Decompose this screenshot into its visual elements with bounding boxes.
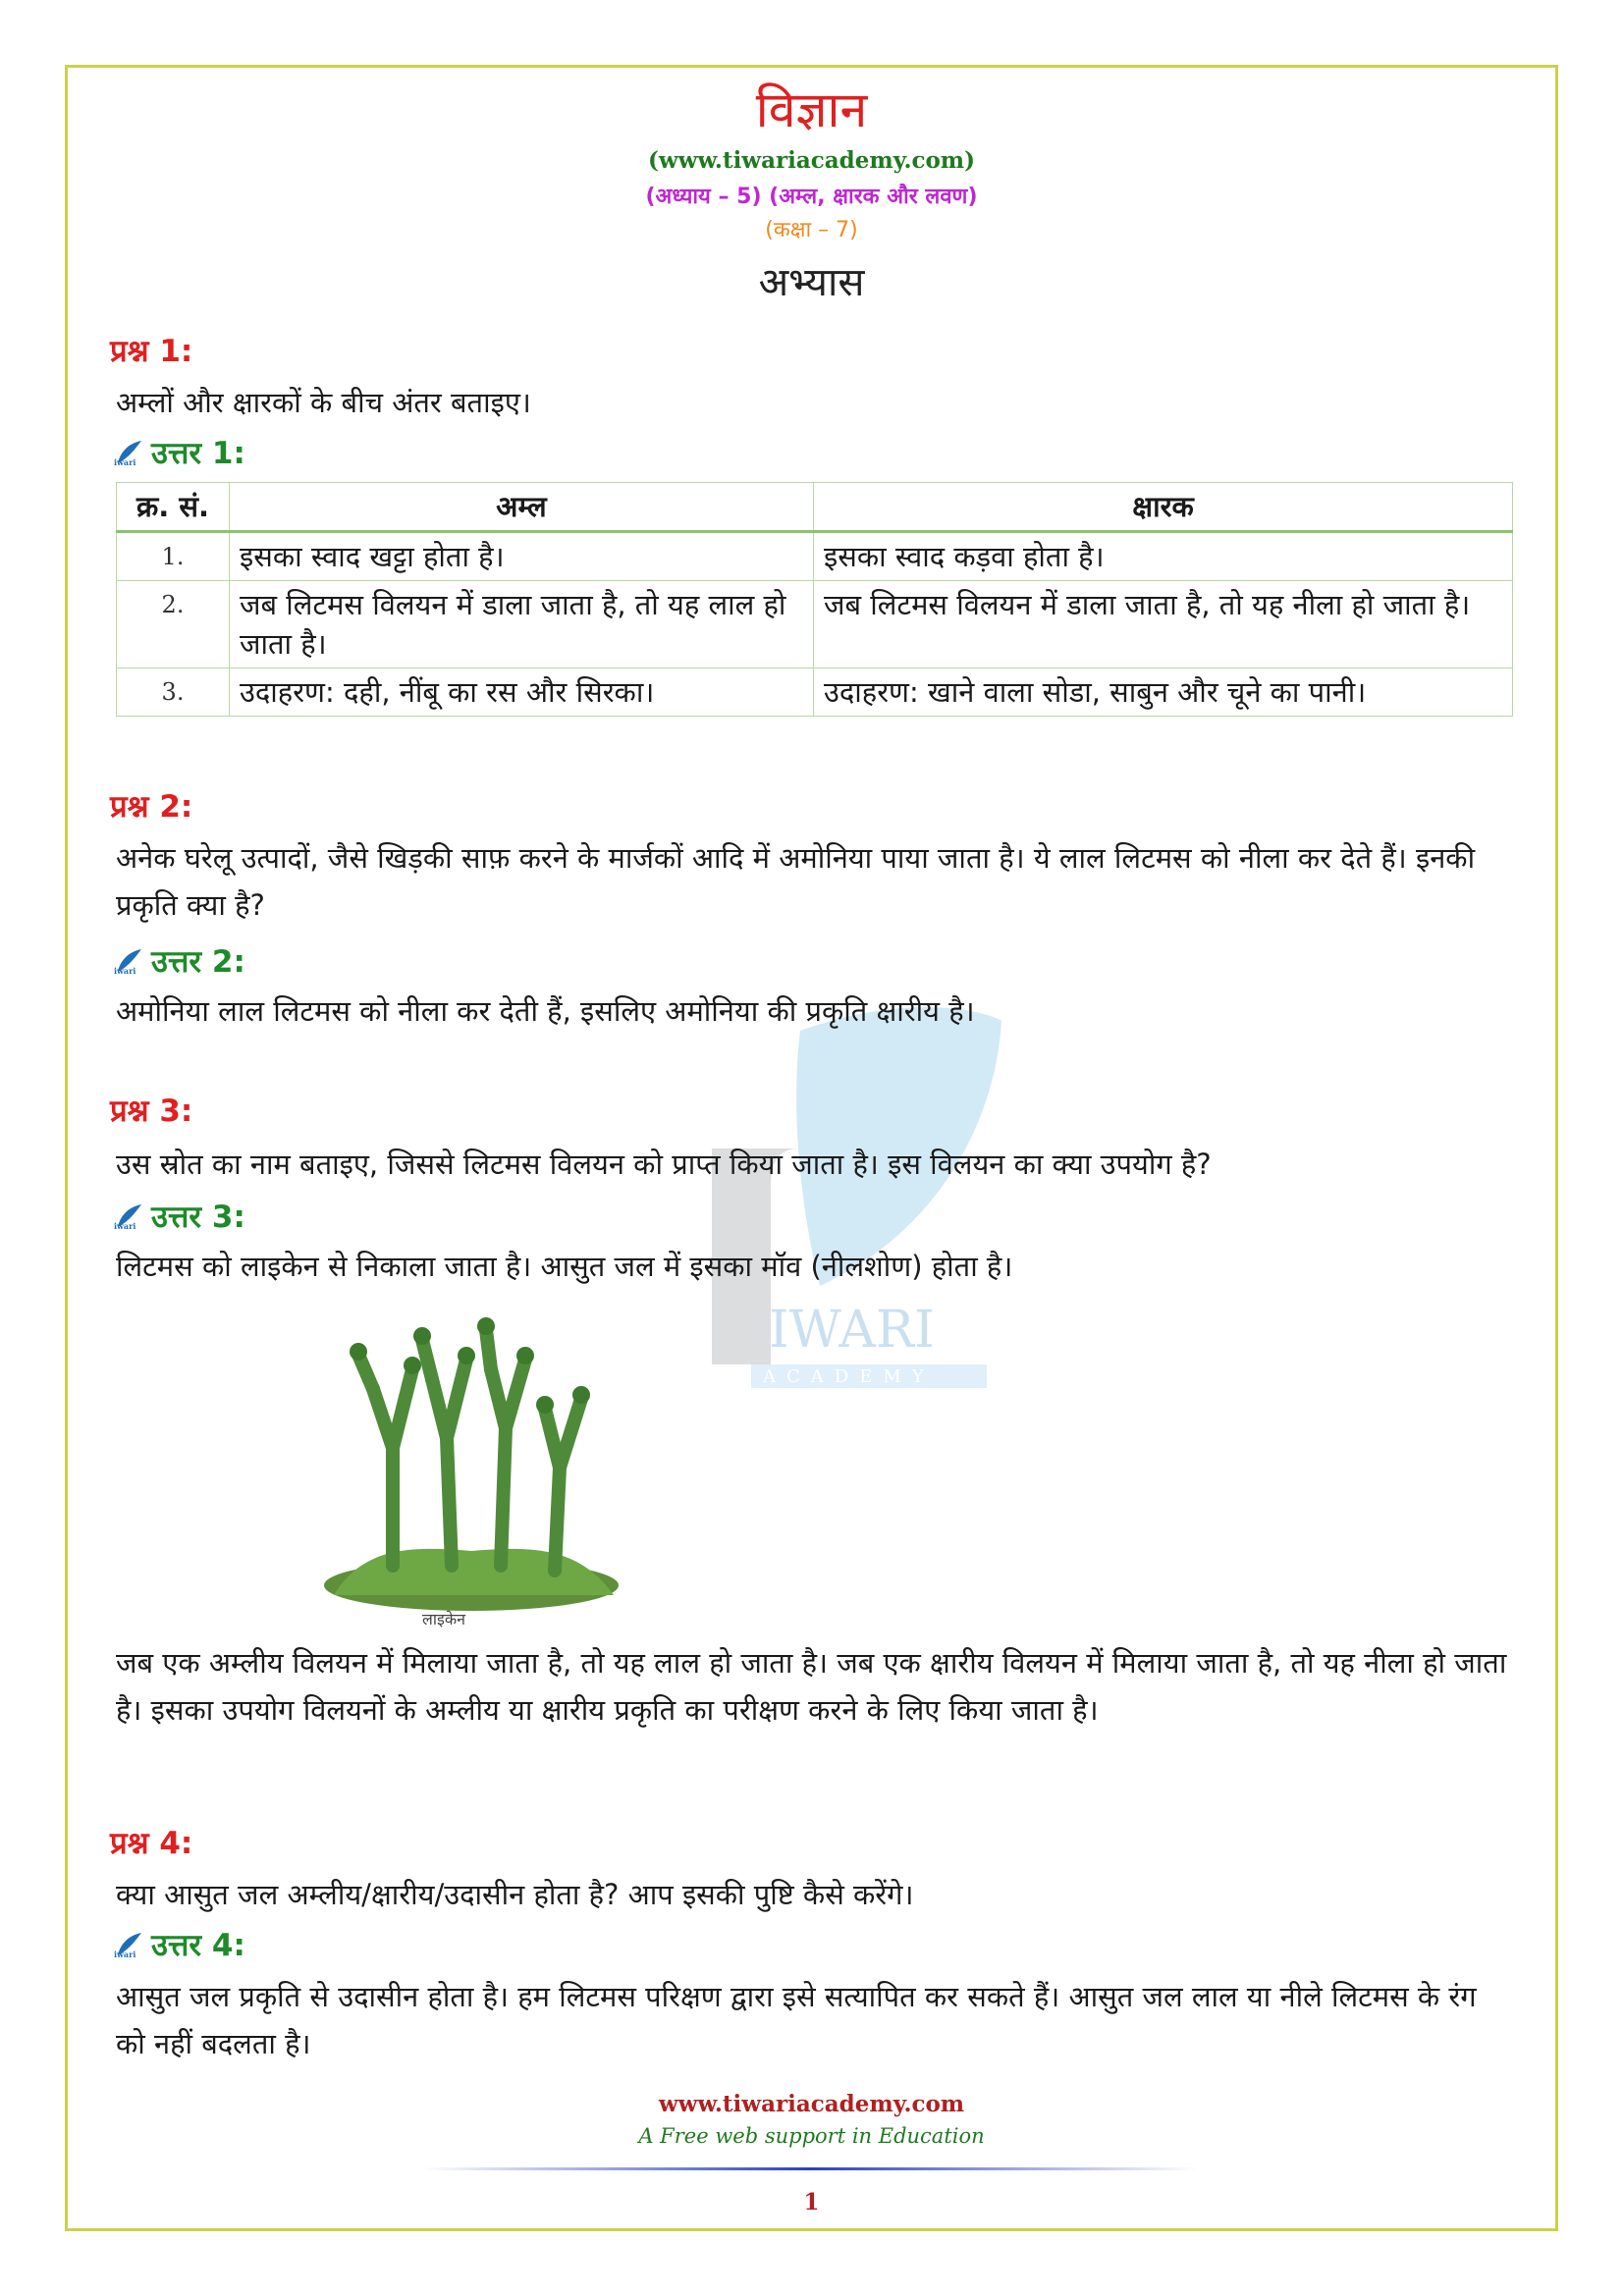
watermark-sub: ACADEMY (763, 1366, 935, 1387)
chapter-title: (अध्याय – 5) (अम्ल, क्षारक और लवण) (645, 185, 978, 209)
quill-icon (114, 947, 143, 975)
question-2-text: अनेक घरेलू उत्पादों, जैसे खिड़की साफ़ करने के मार्जकों आदि में अमोनिया पाया जाता है। ये लाल लिटमस को नीला कर देते हैं। इनकी प्रकृति क्या है? (116, 841, 1476, 922)
lichen-image (324, 1301, 619, 1615)
header-site: (www.tiwariacademy.com) (647, 147, 976, 174)
footer-site-link[interactable]: www.tiwariacademy.com (658, 2091, 965, 2117)
question-3-label: प्रश्न 3: (110, 1094, 193, 1129)
class-label: (कक्षा – 7) (765, 218, 858, 242)
table-cell: इसका स्वाद कड़वा होता है। (814, 532, 1513, 581)
tiwari-leaf-watermark (653, 991, 1006, 1404)
section-title: अभ्यास (758, 260, 865, 305)
quill-icon (114, 1931, 143, 1958)
table-row (117, 581, 1513, 668)
watermark-letters: IWARI (769, 1301, 935, 1360)
answer-3-label: उत्तर 3: (151, 1200, 245, 1235)
table-header: क्षारक (814, 483, 1513, 532)
question-1-text: अम्लों और क्षारकों के बीच अंतर बताइए। (116, 386, 531, 419)
question-4-text: क्या आसुत जल अम्लीय/क्षारीय/उदासीन होता है? आप इसकी पुष्टि कैसे करेंगे। (116, 1878, 914, 1911)
answer-3-text-2: जब एक अम्लीय विलयन में मिलाया जाता है, तो यह लाल हो जाता है। जब एक क्षारीय विलयन में मिलाया जाता है, तो यह नीला हो जाता है। इसका उपयोग विलयनों के अम्लीय या क्षारीय प्रकृति का परीक्षण करने के लिए किया जाता है। (116, 1646, 1507, 1727)
table-cell: उदाहरण: खाने वाला सोडा, साबुन और चूने का पानी। (814, 668, 1513, 717)
answer-2-label-wrap (114, 940, 245, 982)
table-cell: जब लिटमस विलयन में डाला जाता है, तो यह नीला हो जाता है। (814, 581, 1513, 668)
footer-divider (422, 2167, 1198, 2170)
answer-4-text: आसुत जल प्रकृति से उदासीन होता है। हम लिटमस परिक्षण द्वारा इसे सत्यापित कर सकते हैं। आसुत जल लाल या नीले लिटमस के रंग को नहीं बदलता है। (116, 1980, 1477, 2060)
svg-text:iwari: iwari (114, 1221, 136, 1230)
answer-1-table (116, 482, 1513, 717)
table-row (117, 668, 1513, 717)
table-cell: 2. (117, 581, 230, 668)
table-cell: इसका स्वाद खट्टा होता है। (230, 532, 814, 581)
table-cell: जब लिटमस विलयन में डाला जाता है, तो यह लाल हो जाता है। (230, 581, 814, 668)
question-2-label: प्रश्न 2: (110, 789, 193, 825)
answer-4-label-wrap (114, 1924, 245, 1965)
question-1-label: प्रश्न 1: (110, 334, 193, 369)
quill-icon (114, 1202, 143, 1230)
table-cell: उदाहरण: दही, नींबू का रस और सिरका। (230, 668, 814, 717)
table-header: क्र. सं. (117, 483, 230, 532)
answer-3-text: लिटमस को लाइकेन से निकाला जाता है। आसुत जल में इसका मॉव (नीलशोण) होता है। (116, 1250, 1013, 1283)
quill-icon (114, 439, 143, 466)
table-header: अम्ल (230, 483, 814, 532)
answer-4-label: उत्तर 4: (151, 1928, 245, 1963)
page-title: विज्ञान (755, 81, 868, 138)
page-number: 1 (803, 2189, 820, 2216)
table-header-row (117, 483, 1513, 532)
answer-2-text: अमोनिया लाल लिटमस को नीला कर देती हैं, इसलिए अमोनिया की प्रकृति क्षारीय है। (116, 994, 975, 1028)
svg-text:iwari: iwari (114, 966, 136, 975)
answer-2-label: उत्तर 2: (151, 944, 245, 980)
svg-text:iwari: iwari (114, 1949, 136, 1958)
table-row (117, 532, 1513, 581)
lichen-caption: लाइकेन (422, 1610, 466, 1629)
question-4-label: प्रश्न 4: (110, 1826, 193, 1861)
footer-tagline: A Free web support in Education (638, 2124, 985, 2148)
svg-text:iwari: iwari (114, 457, 136, 466)
answer-3-label-wrap (114, 1196, 245, 1237)
answer-1-label-wrap (114, 432, 245, 473)
table-cell: 3. (117, 668, 230, 717)
answer-1-label: उत्तर 1: (151, 436, 245, 471)
question-3-text: उस स्रोत का नाम बताइए, जिससे लिटमस विलयन को प्राप्त किया जाता है। इस विलयन का क्या उपयोग है? (116, 1148, 1212, 1181)
table-cell: 1. (117, 532, 230, 581)
